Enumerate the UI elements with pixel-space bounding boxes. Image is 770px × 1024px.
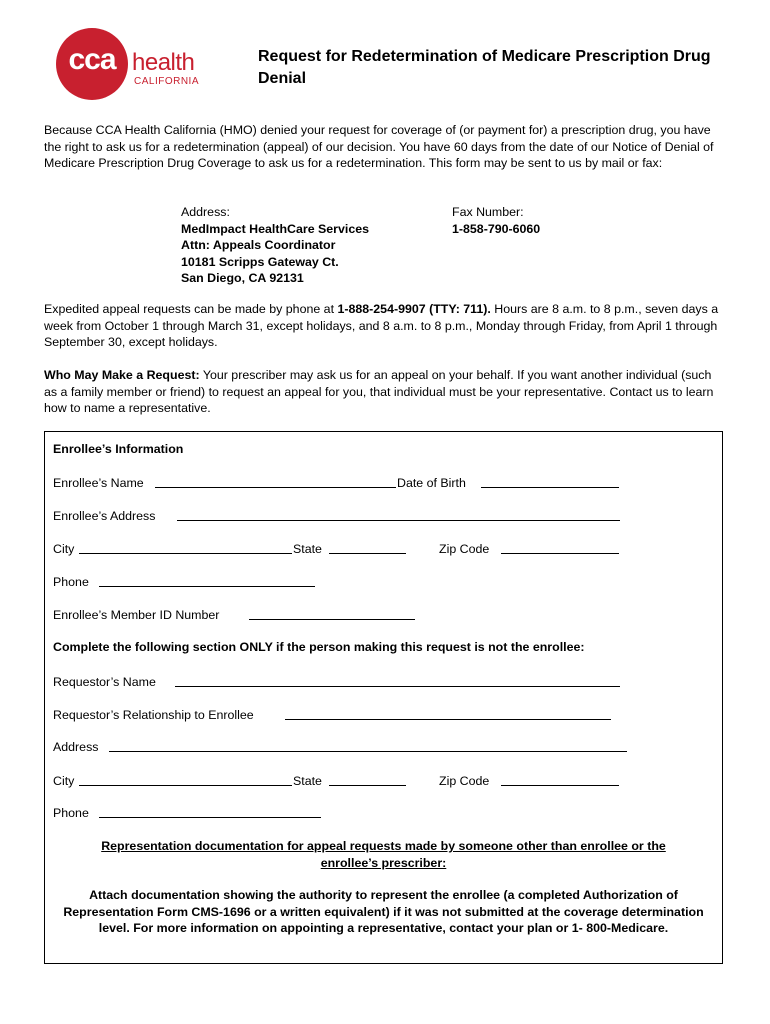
- address-line-4: San Diego, CA 92131: [181, 271, 304, 285]
- city-field[interactable]: [79, 541, 292, 554]
- enrollee-name-label: Enrollee’s Name: [53, 476, 144, 490]
- expedited-text-before: Expedited appeal requests can be made by phone at: [44, 302, 338, 316]
- address-label: Address:: [181, 205, 230, 219]
- member-id-label: Enrollee’s Member ID Number: [53, 608, 220, 622]
- requestor-name-field[interactable]: [175, 674, 620, 687]
- enrollee-phone-row: [53, 574, 713, 590]
- phone-label: Phone: [53, 575, 89, 589]
- requestor-address-field[interactable]: [109, 739, 627, 752]
- cca-health-logo: [50, 28, 200, 104]
- address-line-3: 10181 Scripps Gateway Ct.: [181, 254, 339, 269]
- section-title: Enrollee’s Information: [53, 442, 184, 456]
- phone-field[interactable]: [99, 574, 315, 587]
- zip-field[interactable]: [501, 541, 619, 554]
- phone2-field[interactable]: [99, 805, 321, 818]
- logo-mark-text: cca: [68, 43, 116, 76]
- fax-info: [452, 204, 540, 237]
- requestor-name-row: [53, 674, 713, 690]
- representation-heading-line-2: enrollee’s prescriber:: [320, 855, 447, 870]
- enrollee-name-field[interactable]: [155, 475, 396, 488]
- requestor-relationship-row: [53, 707, 713, 723]
- requestor-relationship-label: Requestor’s Relationship to Enrollee: [53, 708, 254, 722]
- who-may-text: Your prescriber may ask us for an appeal on your behalf. If you want another individual (such as a family member or friend) to request an appeal for you, that individual must be your representative. Contact us to learn how to name a representative.: [44, 368, 714, 415]
- logo-health-text: health: [132, 49, 195, 76]
- phone2-label: Phone: [53, 806, 89, 820]
- state-field[interactable]: [329, 541, 406, 554]
- zip2-label: Zip Code: [439, 774, 490, 788]
- address-line-2: Attn: Appeals Coordinator: [181, 238, 336, 252]
- enrollee-address-field[interactable]: [177, 508, 620, 521]
- fax-label: Fax Number:: [452, 205, 524, 219]
- representation-heading-line-1: Representation documentation for appeal requests made by someone other than enrollee or the: [101, 839, 666, 853]
- requestor-address-label: Address: [53, 740, 99, 754]
- requestor-address-row: [53, 739, 713, 755]
- enrollee-address-row: [53, 508, 713, 524]
- requestor-city-row: [53, 773, 713, 789]
- enrollee-city-row: [53, 541, 713, 557]
- state2-field[interactable]: [329, 773, 406, 786]
- zip-label: Zip Code: [439, 542, 490, 556]
- dob-label: Date of Birth: [397, 476, 466, 490]
- enrollee-address-label: Enrollee’s Address: [53, 509, 156, 523]
- city2-label: City: [53, 774, 75, 788]
- state2-label: State: [293, 774, 322, 788]
- attach-documentation-note: Attach documentation showing the authority to represent the enrollee (a completed Authorization of Representation Form CMS-1696 or a written equivalent) if it was not submitted at the coverage determination level. For more information on appointing a representative, contact your plan or 1- 800-Medicare.: [63, 888, 704, 935]
- member-id-row: [53, 607, 713, 623]
- enrollee-information-form: [44, 431, 723, 964]
- requestor-relationship-field[interactable]: [285, 707, 611, 720]
- intro-paragraph: Because CCA Health California (HMO) denied your request for coverage of (or payment for) a prescription drug, you have the right to ask us for a redetermination (appeal) of our decision. You have 60 days from the date of our Notice of Denial of Medicare Prescription Drug Coverage to ask us for a redetermination. This form may be sent to us by mail or fax:: [44, 123, 714, 170]
- enrollee-name-row: [53, 475, 713, 491]
- city2-field[interactable]: [79, 773, 292, 786]
- requestor-name-label: Requestor’s Name: [53, 675, 156, 689]
- state-label: State: [293, 542, 322, 556]
- who-may-request-paragraph: [44, 367, 724, 417]
- logo-california-text: CALIFORNIA: [134, 76, 200, 87]
- requestor-phone-row: [53, 805, 713, 821]
- zip2-field[interactable]: [501, 773, 619, 786]
- member-id-field[interactable]: [249, 607, 415, 620]
- expedited-paragraph: [44, 301, 724, 351]
- who-may-heading: Who May Make a Request:: [44, 368, 200, 382]
- dob-field[interactable]: [481, 475, 619, 488]
- mailing-address: [181, 204, 369, 287]
- page-title: Request for Redetermination of Medicare Prescription Drug Denial: [258, 48, 711, 87]
- requestor-section-note: Complete the following section ONLY if the person making this request is not the enrollee:: [53, 640, 585, 654]
- expedited-phone: 1-888-254-9907 (TTY: 711).: [337, 302, 491, 316]
- address-line-1: MedImpact HealthCare Services: [181, 221, 370, 236]
- representation-heading: [45, 838, 722, 871]
- city-label: City: [53, 542, 75, 556]
- expedited-text-after: Hours are 8 a.m. to 8 p.m., seven days a week from October 1 through March 31, except holidays, and 8 a.m. to 8 p.m., Monday through Friday, from April 1 through September 30, except holidays.: [44, 302, 719, 349]
- fax-number: 1-858-790-6060: [452, 221, 541, 236]
